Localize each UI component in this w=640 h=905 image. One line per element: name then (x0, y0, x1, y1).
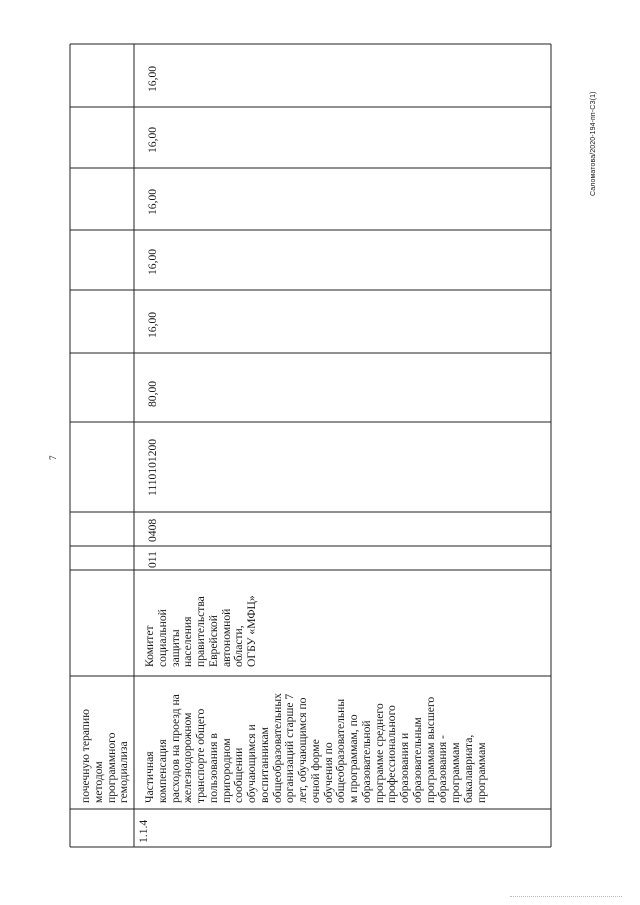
text-line: образовательным (410, 717, 424, 803)
text-line: ОГБУ «МФЦ» (245, 595, 258, 667)
text-line: защиты (168, 629, 182, 667)
text-line: общеобразовательных (270, 693, 284, 803)
text-line: пригородном (219, 738, 233, 803)
grbs-code: 011 (146, 551, 159, 568)
year-amount: 16,00 (146, 311, 159, 338)
total-amount: 80,00 (146, 380, 159, 407)
text-line: лет, обучающимся по (296, 697, 309, 803)
year-amount: 16,00 (146, 126, 159, 153)
document-footer-code: Саломатова/2020-194-пп-СЗ(1) (590, 91, 597, 196)
text-line: программного (104, 732, 118, 803)
text-line: населения (181, 616, 195, 667)
text-line: железнодорожном (181, 712, 195, 803)
text-line: воспитанникам (257, 727, 271, 803)
text-line: образовательной (359, 720, 373, 803)
scan-edge-mark (510, 896, 622, 897)
text-line: организаций старше 7 (283, 693, 297, 803)
text-line: очной форме (308, 739, 322, 803)
text-line: общеобразовательны (334, 698, 348, 803)
text-line: правительства (194, 596, 207, 667)
text-line: компенсация (155, 739, 169, 803)
text-line: расходов на проезд на (168, 694, 182, 803)
text-line: м программам, по (347, 714, 360, 803)
row-number: 1.1.4 (137, 819, 150, 843)
year-amount: 16,00 (146, 188, 159, 215)
row-executor (144, 595, 259, 667)
text-line: бакалавриата, (461, 734, 475, 803)
text-line: программе среднего (372, 703, 386, 803)
text-line: транспорте общего (194, 708, 207, 803)
text-line: образования и (398, 732, 411, 803)
row-description (144, 693, 488, 803)
text-line: Комитет (143, 625, 156, 667)
year-amount: 16,00 (146, 65, 159, 92)
text-line: сообщении (232, 747, 246, 803)
text-line: Еврейской (206, 615, 220, 667)
text-line: методом (91, 761, 105, 803)
section-code: 0408 (146, 518, 159, 542)
text-line: профессионального (385, 705, 399, 803)
text-line: обучения по (321, 742, 335, 803)
text-line: обучающимся и (245, 724, 258, 803)
text-line: гемодиализа (117, 741, 131, 803)
text-line: Частичная (143, 751, 156, 803)
text-line: пользования в (206, 733, 220, 803)
text-line: программам (449, 742, 462, 803)
text-line: автономной (219, 608, 233, 667)
text-line: области, (232, 625, 246, 667)
prev-row-description (80, 709, 131, 803)
page-number: 7 (48, 455, 58, 460)
text-line: социальной (155, 609, 169, 667)
text-line: почечную терапию (79, 709, 92, 803)
text-line: программам высшего (423, 696, 437, 803)
year-amount: 16,00 (146, 248, 159, 275)
text-line: программам (474, 742, 488, 803)
target-article-code: 1110101200 (146, 438, 159, 496)
text-line: образования - (436, 735, 450, 803)
